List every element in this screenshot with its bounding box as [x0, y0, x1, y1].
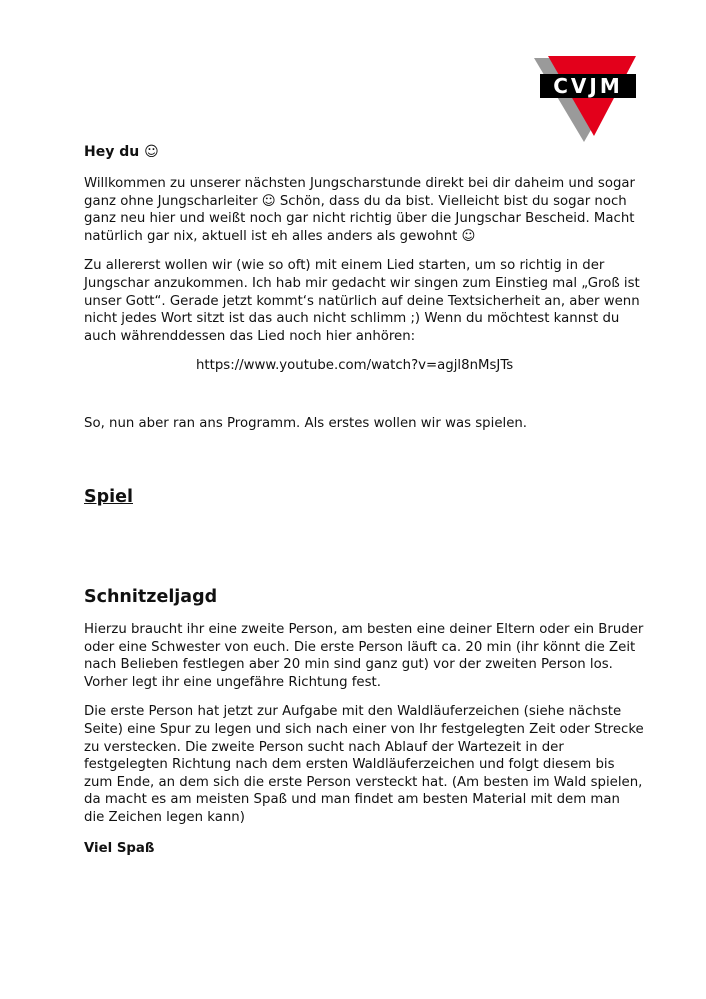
cvjm-logo — [528, 52, 638, 144]
youtube-link[interactable]: https://www.youtube.com/watch?v=agjl8nMsJTs — [196, 358, 514, 374]
heading-schnitzeljagd: Schnitzeljagd — [84, 586, 218, 607]
program-paragraph: So, nun aber ran ans Programm. Als erstes wollen wir was spielen. — [84, 416, 528, 432]
greeting: Hey du ☺ — [84, 144, 159, 160]
heading-spiel: Spiel — [84, 486, 133, 507]
song-paragraph: Zu allererst wollen wir (wie so oft) mit einem Lied starten, um so richtig in der Jungschar anzukommen. Ich hab mir gedacht wir singen zum Einstieg mal „Groß ist unser Gott“. Gerade jetzt kommt‘s natürlich auf deine Textsicherheit an, aber wenn nicht jedes Wort sitzt ist das auch nicht schlimm ;) Wenn du möchtest kannst du auch währenddessen das Lied noch hier anhören: — [84, 258, 640, 344]
logo-text: CVJM — [553, 74, 623, 98]
welcome-paragraph: Willkommen zu unserer nächsten Jungscharstunde direkt bei dir daheim und sogar ganz ohne Jungscharleiter ☺ Schön, dass du da bist. Vielleicht bist du sogar noch ganz neu hier und weißt noch gar nicht richtig über die Jungschar Bescheid. Macht natürlich gar nix, aktuell ist eh alles anders als gewohnt ☺ — [84, 176, 636, 244]
closing-text: Viel Spaß — [84, 841, 155, 857]
schnitzeljagd-paragraph-2: Die erste Person hat jetzt zur Aufgabe mit den Waldläuferzeichen (siehe nächste Seite) eine Spur zu legen und sich nach einer von Ihr festgelegten Zeit oder Strecke zu verstecken. Die zweite Person sucht nach Ablauf der Wartezeit in der festgelegten Richtung nach dem ersten Waldläuferzeichen und folgt diesem bis zum Ende, an dem sich die erste Person versteckt hat. (Am besten im Wald spielen, da macht es am meisten Spaß und man findet am besten Material mit dem man die Zeichen legen kann) — [84, 704, 644, 825]
document-body — [84, 142, 644, 858]
schnitzeljagd-paragraph-1: Hierzu braucht ihr eine zweite Person, am besten eine deiner Eltern oder ein Bruder oder eine Schwester von euch. Die erste Person läuft ca. 20 min (ihr könnt die Zeit nach Belieben festlegen aber 20 min sind ganz gut) vor der zweiten Person los. Vorher legt ihr eine ungefähre Richtung fest. — [84, 621, 644, 690]
